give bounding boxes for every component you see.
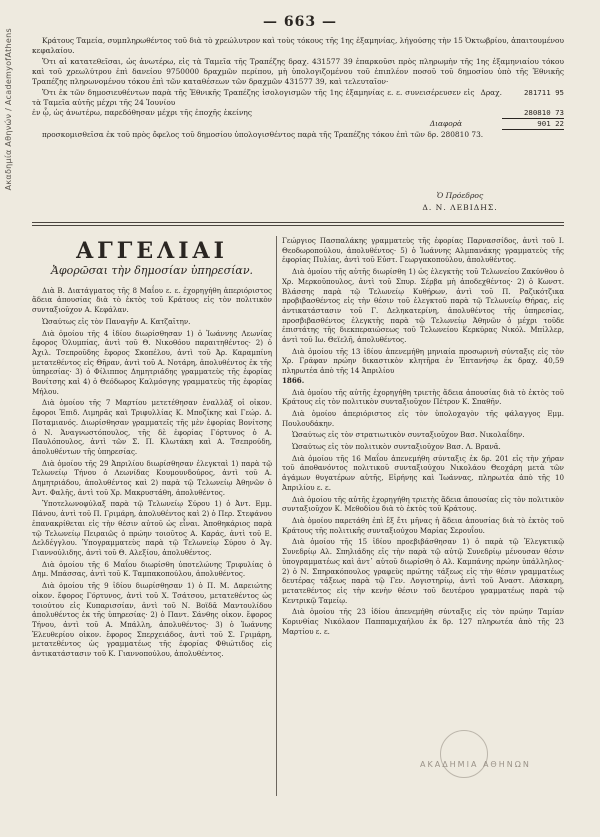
- notice-paragraph: Ὑποτελωνοφύλαξ παρὰ τῷ Τελωνείῳ Σύρου 1) ὁ Ἀντ. Εμμ. Πάνου, ἀντὶ τοῦ Π. Γριμάρη, ἀπολυθέντος καὶ 2) ὁ Περ. Στεφάνου ἐπανακρίθεται εἰς τὴν θέσιν αὐτοῦ ὡς εἶναι. Ἀποθηκάριος παρὰ τῷ Τελωνείῳ Πειραιῶς ὁ πρώην τοιοῦτος Α. Καράς, ἀντὶ τοῦ Ε. Δελδέγγλου. Ὑπογραμματεὺς παρὰ τῷ Τελωνείῳ Σύρου ὁ Ἀγ. Γιαννούλιδης, ἀντὶ τοῦ Θ. Αλεξίου, ἀπολυθέντος.: [32, 499, 272, 557]
- notice-paragraph: Διὰ ὁμοίου τῆς 4 ἰδίου διωρίσθησαν 1) ὁ Ἰωάννης Λεωνίας ἔφορος Ὀλυμπίας, ἀντὶ τοῦ Θ. Νικοθόου παραιτηθέντος· 2) ὁ Ἀχιλ. Τσεπροῦδης ἔφορος Σκοπέλου, ἀντὶ τοῦ Ἀρ. Καραμπίνη μετατεθέντος εἰς Θῆραν, ἀντὶ τοῦ Α. Νοτάρη, ἀπολυθέντος ἐκ τῆς ὑπηρεσίας· 3) ὁ Φίλιππος Δημητριάδης γραμματεὺς τῆς ἐφορίας Βονίτσης καὶ 4) ὁ Θεόδωρος Καλμόσγης γραμματεὺς τῆς ἐφορίας Μήλου.: [32, 328, 272, 396]
- notice-paragraph: Ὡσαύτως εἰς τὸν Παναγῆν Α. Κατζαῖτην.: [42, 316, 191, 326]
- left-column: [32, 236, 272, 661]
- signature-block: [400, 190, 520, 214]
- difference-value: 901 22: [502, 119, 564, 130]
- right-column: [282, 236, 564, 638]
- notice-year: 1866.: [282, 375, 305, 385]
- notice-paragraph: Διὰ ὁμοίου τῆς 7 Μαρτίου μετετέθησαν ἐναλλὰξ οἱ οἰκον. ἔφοροι Ἐπιδ. Λιμηρᾶς καὶ Τριφυλλίας Κ. Μποζίκης καὶ Γεώρ. Δ. Ποταμιανός. Διωρίσθησαν γραμματεῖς τῆς μὲν ἐφορίας Βονίτσης ὁ Ν. Ἀναγνωστόπουλος, τῆς δὲ ἐφορίας Γόρτυνος ὁ Α. Παυλόπουλος, ἀντὶ τῶν Σ. Π. Κλωτάκη καὶ Α. Τσεπρούδη, ἀπολυθέντων τῆς ὑπηρεσίας.: [32, 398, 272, 456]
- notice-paragraph: Διὰ ὁμοίου τῆς 9 ἰδίου διωρίσθησαν 1) ὁ Π. Μ. Δαρειώτης οἰκον. ἔφορος Γόρτυνος, ἀντὶ τοῦ Χ. Τσάτσου, μετατεθέντος ὡς τοιούτου εἰς Κυπαρισσίαν, ἀντὶ τοῦ Ν. Βοϊδᾶ Μαντουλίδου ἀπολυθέντος ἐκ τῆς ὑπηρεσίας· 2) ὁ Παντ. Σάνθης οἰκον. ἔφορος Τήνου, ἀντὶ τοῦ Α. Μπάλλη, ἀπολυθέντος· 3) ὁ Ἰωάννης Ἐλευθερίου οἰκον. ἔφορος Σπερχειάδος, ἀντὶ τοῦ Σ. Γριμάρη, μετατεθέντος ὡς γραμματέως τῆς ἐφορίας Φθιώτιδος εἰς ἀντικατάστασιν τοῦ Κ. Γιαννοπούλου, ἀπολυθέντος.: [32, 581, 272, 659]
- section-rule-thin: [32, 225, 564, 226]
- figure-row-diff: [32, 119, 564, 130]
- figure-value-1: 281711 95: [523, 88, 564, 97]
- notice-paragraph: Διὰ ὁμοίου τῆς 23 ἰδίου ἀπενεμήθη σύνταξις εἰς τὸν πρώην Ταμίαν Κορινθίας Νικόλαον Παππαμιχαήλου ἐκ δρ. 127 πληρωτέα ἀπὸ τῆς 23 Μαρτίου ε. ε.: [282, 607, 564, 636]
- notice-paragraph: Διὰ ὁμοίου τῆς 15 ἰδίου προεβιβάσθησαν 1) ὁ παρὰ τῷ Ἐλεγκτικῷ Συνεδρίῳ Αλ. Σπηλιάδης εἰς τὴν παρὰ τῷ αὐτῷ Συνεδρίῳ μένουσαν θέσιν ὑπογραμματέως καὶ ἀντ᾽ αὐτοῦ διωρίσθη ὁ Αλ. Καμπάνης πρώην ὑπάλληλος· 2) ὁ Ν. Σπηρακόπουλος γραφεὺς πρώτης τάξεως εἰς τὴν θέσιν γραμματέως δευτέρας τάξεως παρὰ τῷ Γεν. Λογιστηρίῳ, ἀντὶ τοῦ Ἀναστ. Λάσκαρη, μετατεθέντος εἰς τὴν κενὴν θέσιν τοῦ δευτέρου γραμματέως παρὰ τῷ Κεντρικῷ Ταμείῳ.: [282, 537, 564, 605]
- notice-paragraph: Διὰ Β. Διατάγματος τῆς 8 Μαΐου ε. ε. ἐχορηγήθη ἀπεριόριστος ἄδεια ἀπουσίας διὰ τὸ ἐκτὸς τοῦ Κράτους εἰς τὸν πολιτικὸν συνταξιοῦχον Α. Κεφάλαν.: [32, 285, 272, 315]
- difference-label: Διαφορὰ: [429, 119, 462, 128]
- figure-label: Δραχ.: [480, 88, 502, 97]
- watermark: ΑΚΑΔΗΜΙΑ ΑΘΗΝΩΝ: [420, 760, 531, 769]
- notice-paragraph: Γεώργιος Πασπαλάκης γραμματεὺς τῆς ἐφορίας Παρνασσίδος, ἀντὶ τοῦ Ι. Θεοδωροπούλου, ἀπολυθέντος· 5) ὁ Ἰωάννης Αλμπανάκης γραμματεὺς τῆς ἐφορίας Πυλίας, ἀντὶ τοῦ Εὐστ. Γεωργακοπούλου, ἀπολυθέντος.: [282, 236, 564, 265]
- notice-paragraph: Διὰ ὁμοίου τῆς αὐτῆς διωρίσθη 1) ὡς ἐλεγκτὴς τοῦ Τελωνείου Ζακύνθου ὁ Χρ. Μερκοῦπουλος, ἀντὶ τοῦ Σπυρ. Σέρβα μὴ ἀποδεχθέντος· 2) ὁ Κωνστ. Βλάσσης παρὰ τῷ Τελωνείῳ Κυθήρων, ἀντὶ τοῦ Π. Ραζικότζικα προβιβασθέντος εἰς τὴν θέσιν τοῦ ἐλεγκτοῦ παρὰ τῷ Τελωνείῳ Θήρας, εἰς ἀντικατάστασιν τοῦ Γ. Δεληκατερίνη, ἀπολυθέντος τῆς ὑπηρεσίας, προσβιβασθέντος ἐλεγκτὴς παρὰ τῷ Τελωνείῳ Ἀθηνῶν ὁ μέχρι τοῦδε ἐπιστάτης τῆς διεκπεραιώσεως τοῦ Τελωνείου Κερκύρας Νικόλ. Μπίλλερ, ἀντὶ τοῦ Ιω. Θεϊελῆ, ἀπολυθέντος.: [282, 267, 564, 345]
- section-subheading: Ἀφορῶσαι τὴν δημοσίαν ὑπηρεσίαν.: [50, 264, 254, 277]
- report-paragraph-3: Ὅτι ἐκ τῶν δημοσιευθέντων παρὰ τῆς Ἐθνικῆς Τραπέζης ἰσολογισμῶν τῆς 1ης ἑξαμηνίας ε. ε. συνεισέρευσεν εἰς τὰ Ταμεῖα αὐτῆς μέχρι τῆς 24 Ἰουνίου: [32, 88, 475, 107]
- notice-paragraph: Διὰ ὁμοίου τῆς αὐτῆς ἐχορηγήθη τριετὴς ἄδεια ἀπουσίας εἰς τὸν πολιτικὸν συνταξιοῦχον Κ. Μεθοδίου διὰ τὸ ἐκτὸς τοῦ Κράτους.: [282, 494, 564, 514]
- section-heading: ΑΓΓΕΛΙΑΙ: [76, 238, 228, 264]
- notice-paragraph: Ὡσαύτως εἰς τὸν πολιτικὸν συνταξιοῦχον Βασ. Λ. Βρανᾶ.: [292, 442, 501, 452]
- archive-stamp: Ακαδημία Αθηνών / AcademyofAthens: [4, 28, 13, 191]
- signatory-role: Ὁ Πρόεδρος: [436, 191, 484, 200]
- notice-paragraph: Διὰ ὁμοίου τῆς 16 Μαΐου ἀπενεμήθη σύνταξις ἐκ δρ. 201 εἰς τὴν χήραν τοῦ ἀποθανόντος πολιτικοῦ συνταξιούχου Νικολάου Θεοχάρη μετὰ τῶν ἀγάμων θυγατέρων αὐτῆς, Εἰρήνης καὶ Ἰωάννας, πληρωτέα ἀπὸ τῆς 10 Ἀπριλίου ε. ε.: [282, 453, 564, 492]
- report-paragraph-4: προσκομισθεῖσα ἐκ τοῦ πρὸς ὄφελος τοῦ δημοσίου ὑπολογισθέντος παρὰ τῆς Τραπέζης τόκου ἐπὶ τῶν δρ. 280810 73.: [42, 130, 484, 139]
- section-rule: [32, 222, 564, 223]
- notice-paragraph: Διὰ ὁμοίου τῆς αὐτῆς ἐχορηγήθη τριετὴς ἄδεια ἀπουσίας διὰ τὸ ἐκτὸς τοῦ Κράτους εἰς τὸν πολιτικὸν συνταξιοῦχον Πέτρον Κ. Σπαθῆν.: [282, 387, 564, 407]
- report-paragraph-1: Κράτους Ταμεία, συμπληρωθέντος τοῦ διὰ τὸ χρεώλυτρον καὶ τοὺς τόκους τῆς 1ης ἑξαμηνίας, λήγούσης τὴν 15 Ὀκτωβρίου, ἀπαιτουμένου κεφαλαίου.: [32, 36, 564, 55]
- notice-paragraph: Διὰ ὁμοίου τῆς 13 ἰδίου ἀπενεμήθη μηνιαία προσωρινὴ σύνταξις εἰς τὸν Χρ. Γράφαν πρώην δικαστικὸν κλητῆρα ἐν Ἐπτανήσῳ ἐκ δραχ. 40,59 πληρωτέα ἀπὸ τῆς 14 Ἀπριλίου: [282, 346, 564, 376]
- notice-paragraph: Διὰ ὁμοίου παρετάθη ἐπὶ ἓξ ἔτι μῆνας ἡ ἄδεια ἀπουσίας διὰ τὸ ἐκτὸς τοῦ Κράτους τῆς πολιτικῆς συνταξιούχου Μαρίας Σερουΐου.: [282, 515, 564, 535]
- report-paragraph-3b: ἐν ᾧ, ὡς ἀνωτέρω, παρεδόθησαν μέχρι τῆς ἐποχῆς ἐκείνης: [32, 108, 252, 117]
- figure-value-2: 280810 73: [502, 108, 564, 119]
- column-divider: [276, 236, 277, 796]
- notice-paragraph: Διὰ ὁμοίου τῆς 6 Μαΐου διωρίσθη ὑποτελώνης Τριφυλίας ὁ Δημ. Μπάσσας, ἀντὶ τοῦ Κ. Ταμπακοπούλου, ἀπολυθέντος.: [32, 559, 272, 579]
- notice-paragraph: Διὰ ὁμοίου ἀπεριόριστος εἰς τὸν ὑπολοχαγὸν τῆς φάλαγγος Εμμ. Πουλουδάκην.: [282, 408, 564, 428]
- report-block: [32, 36, 564, 141]
- report-paragraph-2: Ὅτι αἱ κατατεθεῖσαι, ὡς ἀνωτέρω, εἰς τὰ Ταμεῖα τῆς Τραπέζης δραχ. 431577 39 ἐπαρκοῦσι πρὸς πληρωμὴν τῆς 1ης ἑξαμηνιαίου τόκου καὶ τοῦ χρεωλύτρου ἐπὶ δανείου 9750000 δραχμῶν περίπου, μὴ ὑπολογιζομένου τοῦ ἐπιπλέον ποσοῦ τοῦ δημοσίου ὑπὸ τῆς Ἐθνικῆς Τραπέζης πληρωνομένου τόκου ἐπὶ τῶν καταθέσεων τῶν δραχμῶν 431577 39, καὶ τελευταῖον·: [32, 57, 564, 86]
- figure-row-1: [32, 88, 564, 108]
- figure-row-2: [32, 108, 564, 119]
- page-number: — 663 —: [263, 14, 337, 30]
- notice-paragraph: Διὰ ὁμοίου τῆς 29 Ἀπριλίου διωρίσθησαν ἐλεγκταὶ 1) παρὰ τῷ Τελωνείῳ Τήνου ὁ Λεωνίδας Κουμουνδούρος, ἀντὶ τοῦ Α. Δημητριάδου, ἀπολυθέντος καὶ 2) παρὰ τῷ Τελωνείῳ Ἀθηνῶν ὁ Ἀντ. Φαλῆς, ἀντὶ τοῦ Χρ. Μακρυστάθη, ἀπολυθέντος.: [32, 458, 272, 497]
- signatory-name: Δ. Ν. ΛΕΒΙΔΗΣ.: [422, 203, 498, 212]
- notice-paragraph: Ὡσαύτως εἰς τὸν στρατιωτικὸν συνταξιοῦχον Βασ. Νικολαΐδην.: [292, 430, 525, 440]
